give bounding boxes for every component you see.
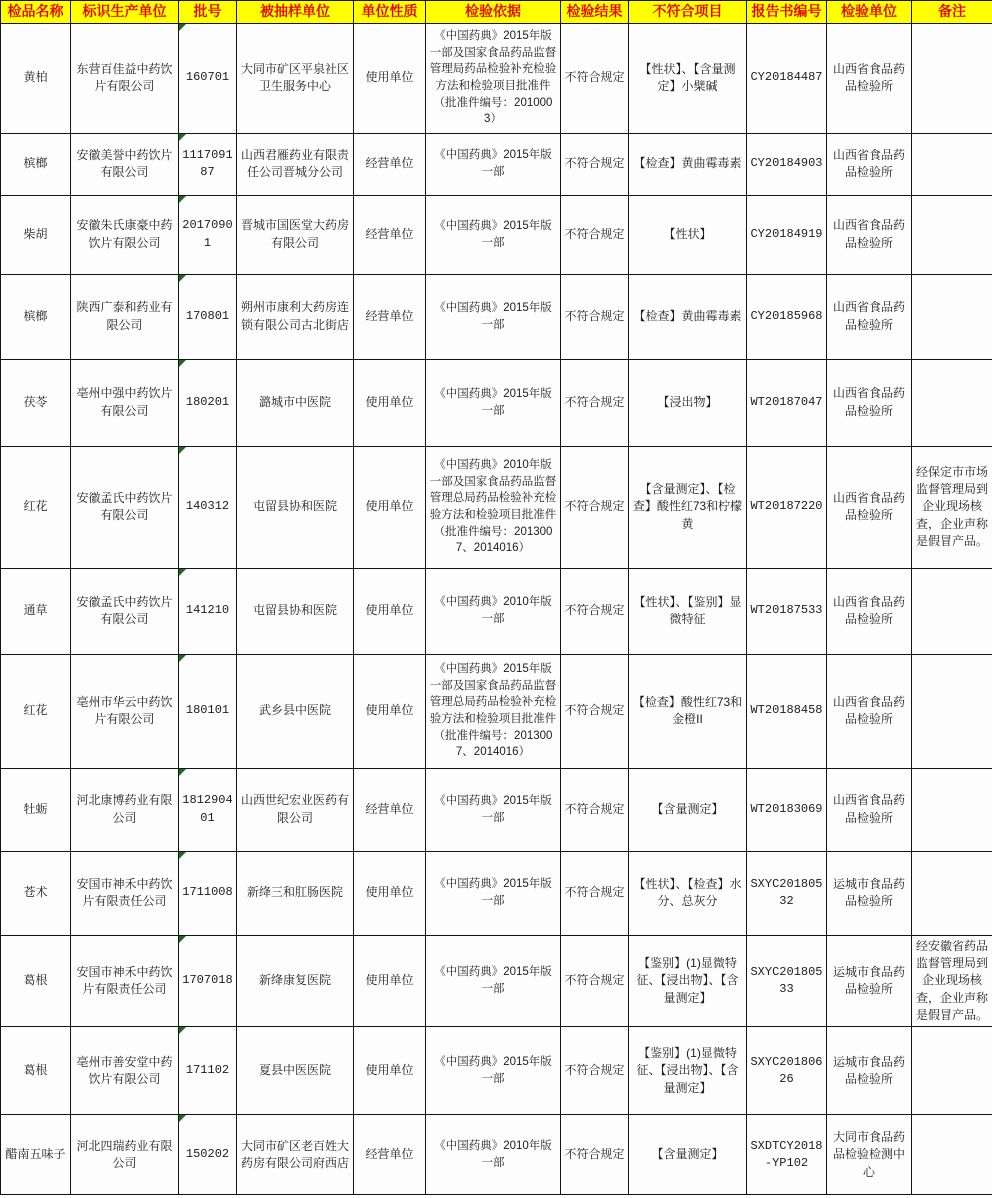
- cell-nonconforming: 【鉴别】(1)显微特征、【浸出物】、【含量测定】: [629, 935, 747, 1027]
- cell-sampled-unit: 屯留县协和医院: [237, 446, 354, 568]
- cell-basis: 《中国药典》2015年版一部: [426, 195, 561, 274]
- cell-manufacturer: 安徽美誉中药饮片有限公司: [71, 133, 179, 195]
- cell-nonconforming: 【性状】、【含量测定】小檗碱: [629, 23, 747, 133]
- column-header-inspect-unit: 检验单位: [827, 1, 912, 24]
- cell-manufacturer: 安国市神禾中药饮片有限责任公司: [71, 935, 179, 1027]
- cell-report-no: CY20184903: [747, 133, 827, 195]
- cell-remark: [912, 359, 992, 446]
- green-corner-indicator-icon: [179, 447, 186, 454]
- cell-sampled-unit: 山西君雁药业有限责任公司晋城分公司: [237, 133, 354, 195]
- batch-number-text: 1711008: [182, 885, 233, 900]
- batch-number-text: 180101: [185, 703, 230, 718]
- green-corner-indicator-icon: [179, 360, 186, 367]
- table-row: [1, 446, 992, 568]
- cell-sampled-unit: 大同市矿区平泉社区卫生服务中心: [237, 23, 354, 133]
- cell-basis: 《中国药典》2010年版一部: [426, 1115, 561, 1195]
- cell-nonconforming: 【性状】、【鉴别】显微特征: [629, 568, 747, 654]
- table-body: [1, 23, 992, 1195]
- cell-basis: 《中国药典》2010年版一部及国家食品药品监督管理总局药品检验补充检验方法和检验项目批准件 （批准件编号：2013007、2014016）: [426, 446, 561, 568]
- cell-manufacturer: 东营百佳益中药饮片有限公司: [71, 23, 179, 133]
- column-header-sampled-unit: 被抽样单位: [237, 1, 354, 24]
- cell-basis: 《中国药典》2015年版一部: [426, 359, 561, 446]
- table-row: [1, 359, 992, 446]
- cell-result: 不符合规定: [561, 568, 629, 654]
- green-corner-indicator-icon: [179, 1027, 186, 1034]
- cell-result: 不符合规定: [561, 1115, 629, 1195]
- cell-sampled-unit: 新绛三和肛肠医院: [237, 851, 354, 935]
- cell-sampled-unit: 晋城市国医堂大药房有限公司: [237, 195, 354, 274]
- batch-number-text: 140312: [185, 499, 230, 514]
- column-header-result: 检验结果: [561, 1, 629, 24]
- cell-report-no: WT20188458: [747, 654, 827, 768]
- cell-manufacturer: 亳州市华云中药饮片有限公司: [71, 654, 179, 768]
- cell-batch: [179, 654, 237, 768]
- cell-result: 不符合规定: [561, 654, 629, 768]
- column-header-name: 检品名称: [1, 1, 71, 24]
- cell-batch: [179, 359, 237, 446]
- cell-batch: [179, 768, 237, 851]
- cell-name: 红花: [1, 446, 71, 568]
- cell-manufacturer: 亳州中强中药饮片有限公司: [71, 359, 179, 446]
- green-corner-indicator-icon: [179, 24, 186, 31]
- cell-report-no: SXYC20180532: [747, 851, 827, 935]
- cell-unit-nature: 经营单位: [354, 133, 426, 195]
- green-corner-indicator-icon: [179, 196, 186, 203]
- cell-nonconforming: 【含量测定】: [629, 1115, 747, 1195]
- green-corner-indicator-icon: [179, 852, 186, 859]
- cell-inspect-unit: 山西省食品药品检验所: [827, 768, 912, 851]
- table-row: [1, 1115, 992, 1195]
- cell-nonconforming: 【检查】黄曲霉毒素: [629, 274, 747, 359]
- cell-name: 红花: [1, 654, 71, 768]
- cell-basis: 《中国药典》2015年版一部及国家食品药品监督管理总局药品检验补充检验方法和检验项目批准件 （批准件编号：2013007、2014016）: [426, 654, 561, 768]
- cell-batch: [179, 195, 237, 274]
- cell-remark: [912, 851, 992, 935]
- cell-manufacturer: 安徽孟氏中药饮片有限公司: [71, 446, 179, 568]
- batch-number-text: 180201: [185, 394, 230, 409]
- cell-batch: [179, 851, 237, 935]
- column-header-report-no: 报告书编号: [747, 1, 827, 24]
- cell-basis: 《中国药典》2015年版一部及国家食品药品监督管理局药品检验补充检验方法和检验项目批准件 （批准件编号：2010003）: [426, 23, 561, 133]
- cell-nonconforming: 【浸出物】: [629, 359, 747, 446]
- cell-result: 不符合规定: [561, 195, 629, 274]
- cell-remark: [912, 274, 992, 359]
- cell-unit-nature: 经营单位: [354, 274, 426, 359]
- cell-name: 苍术: [1, 851, 71, 935]
- table-row: [1, 23, 992, 133]
- cell-unit-nature: 使用单位: [354, 851, 426, 935]
- cell-basis: 《中国药典》2015年版一部: [426, 851, 561, 935]
- table-header: [1, 1, 992, 24]
- cell-sampled-unit: 新绛康复医院: [237, 935, 354, 1027]
- cell-manufacturer: 安徽孟氏中药饮片有限公司: [71, 568, 179, 654]
- cell-inspect-unit: 运城市食品药品检验所: [827, 851, 912, 935]
- cell-batch: [179, 1027, 237, 1115]
- cell-basis: 《中国药典》2015年版一部: [426, 768, 561, 851]
- batch-number-text: 20170901: [182, 218, 233, 250]
- cell-remark: [912, 1115, 992, 1195]
- cell-basis: 《中国药典》2010年版一部: [426, 568, 561, 654]
- batch-number-text: 181290401: [182, 793, 233, 825]
- cell-unit-nature: 经营单位: [354, 195, 426, 274]
- cell-name: 槟榔: [1, 274, 71, 359]
- cell-nonconforming: 【性状】: [629, 195, 747, 274]
- cell-remark: [912, 768, 992, 851]
- cell-remark: [912, 195, 992, 274]
- cell-sampled-unit: 屯留县协和医院: [237, 568, 354, 654]
- green-corner-indicator-icon: [179, 275, 186, 282]
- cell-result: 不符合规定: [561, 133, 629, 195]
- cell-inspect-unit: 山西省食品药品检验所: [827, 568, 912, 654]
- green-corner-indicator-icon: [179, 655, 186, 662]
- cell-nonconforming: 【检查】黄曲霉毒素: [629, 133, 747, 195]
- cell-basis: 《中国药典》2015年版一部: [426, 1027, 561, 1115]
- cell-result: 不符合规定: [561, 1027, 629, 1115]
- batch-number-text: 141210: [185, 603, 230, 618]
- cell-report-no: CY20184487: [747, 23, 827, 133]
- cell-name: 黄柏: [1, 23, 71, 133]
- cell-basis: 《中国药典》2015年版一部: [426, 133, 561, 195]
- cell-inspect-unit: 山西省食品药品检验所: [827, 446, 912, 568]
- cell-inspect-unit: 大同市食品药品检验检测中心: [827, 1115, 912, 1195]
- cell-unit-nature: 使用单位: [354, 1027, 426, 1115]
- cell-name: 通草: [1, 568, 71, 654]
- cell-unit-nature: 使用单位: [354, 446, 426, 568]
- cell-remark: 经安徽省药品监督管理局到企业现场核查，企业声称是假冒产品。: [912, 935, 992, 1027]
- cell-manufacturer: 安国市神禾中药饮片有限责任公司: [71, 851, 179, 935]
- table-row: [1, 654, 992, 768]
- column-header-manufacturer: 标识生产单位: [71, 1, 179, 24]
- cell-batch: [179, 274, 237, 359]
- cell-report-no: WT20183069: [747, 768, 827, 851]
- cell-batch: [179, 23, 237, 133]
- cell-unit-nature: 使用单位: [354, 23, 426, 133]
- cell-result: 不符合规定: [561, 446, 629, 568]
- cell-nonconforming: 【鉴别】(1)显微特征、【浸出物】、【含量测定】: [629, 1027, 747, 1115]
- cell-inspect-unit: 山西省食品药品检验所: [827, 359, 912, 446]
- cell-remark: [912, 133, 992, 195]
- table-row: [1, 274, 992, 359]
- cell-inspect-unit: 山西省食品药品检验所: [827, 654, 912, 768]
- column-header-basis: 检验依据: [426, 1, 561, 24]
- cell-result: 不符合规定: [561, 935, 629, 1027]
- cell-result: 不符合规定: [561, 768, 629, 851]
- batch-number-text: 111709187: [182, 147, 233, 179]
- cell-result: 不符合规定: [561, 359, 629, 446]
- table-row: [1, 195, 992, 274]
- cell-nonconforming: 【检查】酸性红73和金橙II: [629, 654, 747, 768]
- cell-report-no: SXDTCY2018-YP102: [747, 1115, 827, 1195]
- table-row: [1, 1027, 992, 1115]
- cell-inspect-unit: 山西省食品药品检验所: [827, 274, 912, 359]
- cell-report-no: WT20187047: [747, 359, 827, 446]
- cell-remark: 经保定市市场监督管理局到企业现场核查，企业声称是假冒产品。: [912, 446, 992, 568]
- batch-number-text: 1707018: [182, 973, 233, 988]
- green-corner-indicator-icon: [179, 936, 186, 943]
- batch-number-text: 170801: [185, 308, 230, 323]
- cell-batch: [179, 935, 237, 1027]
- green-corner-indicator-icon: [179, 769, 186, 776]
- green-corner-indicator-icon: [179, 134, 186, 141]
- cell-inspect-unit: 山西省食品药品检验所: [827, 23, 912, 133]
- cell-manufacturer: 安徽朱氏康豪中药饮片有限公司: [71, 195, 179, 274]
- cell-unit-nature: 使用单位: [354, 654, 426, 768]
- cell-remark: [912, 654, 992, 768]
- cell-report-no: SXYC20180533: [747, 935, 827, 1027]
- cell-report-no: WT20187220: [747, 446, 827, 568]
- cell-remark: [912, 23, 992, 133]
- header-row: [1, 1, 992, 24]
- table-row: [1, 568, 992, 654]
- cell-unit-nature: 使用单位: [354, 568, 426, 654]
- batch-number-text: 171102: [185, 1063, 230, 1078]
- cell-sampled-unit: 武乡县中医院: [237, 654, 354, 768]
- cell-sampled-unit: 潞城市中医院: [237, 359, 354, 446]
- batch-number-text: 150202: [185, 1147, 230, 1162]
- cell-report-no: SXYC20180626: [747, 1027, 827, 1115]
- cell-name: 葛根: [1, 1027, 71, 1115]
- cell-remark: [912, 1027, 992, 1115]
- cell-sampled-unit: 山西世纪宏业医药有限公司: [237, 768, 354, 851]
- column-header-unit-nature: 单位性质: [354, 1, 426, 24]
- green-corner-indicator-icon: [179, 569, 186, 576]
- column-header-remark: 备注: [912, 1, 992, 24]
- cell-nonconforming: 【性状】、【检查】水分、总灰分: [629, 851, 747, 935]
- cell-remark: [912, 568, 992, 654]
- cell-sampled-unit: 夏县中医医院: [237, 1027, 354, 1115]
- cell-result: 不符合规定: [561, 851, 629, 935]
- cell-batch: [179, 1115, 237, 1195]
- cell-name: 槟榔: [1, 133, 71, 195]
- cell-basis: 《中国药典》2015年版一部: [426, 935, 561, 1027]
- cell-sampled-unit: 大同市矿区老百姓大药房有限公司府西店: [237, 1115, 354, 1195]
- cell-inspect-unit: 运城市食品药品检验所: [827, 1027, 912, 1115]
- cell-result: 不符合规定: [561, 274, 629, 359]
- cell-inspect-unit: 运城市食品药品检验所: [827, 935, 912, 1027]
- cell-unit-nature: 使用单位: [354, 359, 426, 446]
- column-header-nonconforming: 不符合项目: [629, 1, 747, 24]
- cell-name: 葛根: [1, 935, 71, 1027]
- table-row: [1, 851, 992, 935]
- cell-batch: [179, 133, 237, 195]
- cell-report-no: CY20185968: [747, 274, 827, 359]
- cell-manufacturer: 陕西广泰和药业有限公司: [71, 274, 179, 359]
- cell-manufacturer: 河北四瑞药业有限公司: [71, 1115, 179, 1195]
- cell-inspect-unit: 山西省食品药品检验所: [827, 133, 912, 195]
- cell-report-no: CY20184919: [747, 195, 827, 274]
- batch-number-text: 160701: [185, 70, 230, 85]
- cell-nonconforming: 【含量测定】、【检查】酸性红73和柠檬黄: [629, 446, 747, 568]
- cell-unit-nature: 使用单位: [354, 935, 426, 1027]
- cell-sampled-unit: 朔州市康利大药房连锁有限公司古北街店: [237, 274, 354, 359]
- cell-manufacturer: 河北康博药业有限公司: [71, 768, 179, 851]
- cell-result: 不符合规定: [561, 23, 629, 133]
- cell-unit-nature: 经营单位: [354, 1115, 426, 1195]
- cell-batch: [179, 568, 237, 654]
- column-header-batch: 批号: [179, 1, 237, 24]
- cell-name: 牡蛎: [1, 768, 71, 851]
- cell-report-no: WT20187533: [747, 568, 827, 654]
- cell-nonconforming: 【含量测定】: [629, 768, 747, 851]
- cell-name: 柴胡: [1, 195, 71, 274]
- cell-batch: [179, 446, 237, 568]
- table-row: [1, 768, 992, 851]
- green-corner-indicator-icon: [179, 1115, 186, 1122]
- cell-inspect-unit: 山西省食品药品检验所: [827, 195, 912, 274]
- cell-name: 醋南五味子: [1, 1115, 71, 1195]
- cell-unit-nature: 经营单位: [354, 768, 426, 851]
- table-row: [1, 935, 992, 1027]
- table-row: [1, 133, 992, 195]
- cell-basis: 《中国药典》2015年版一部: [426, 274, 561, 359]
- cell-name: 茯苓: [1, 359, 71, 446]
- cell-manufacturer: 亳州市善安堂中药饮片有限公司: [71, 1027, 179, 1115]
